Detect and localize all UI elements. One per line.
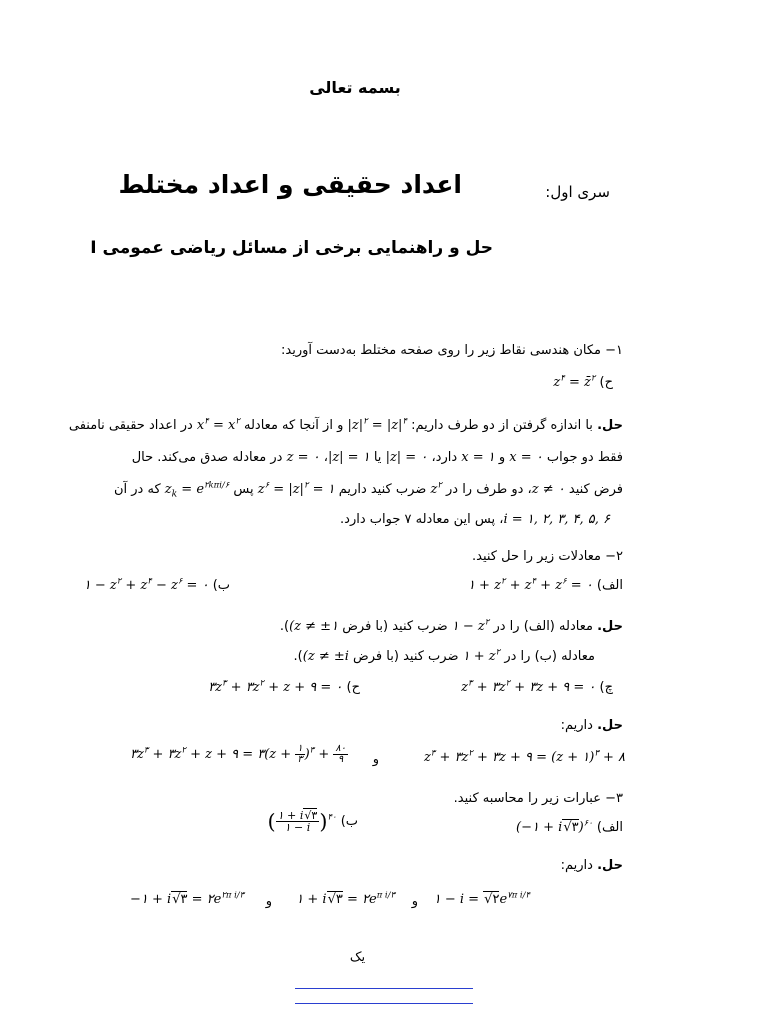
text: در معادله صدق می‌کند. حال xyxy=(131,450,283,465)
q2-label-a: الف) xyxy=(596,578,623,593)
q1-solution-line-4: i = ۱, ۲, ۳, ۴, ۵, ۶، پس این معادله ۷ جواب دارد. xyxy=(340,512,610,527)
q1-solution-label: حل. xyxy=(597,418,623,433)
q3-eq-and-2: و xyxy=(265,894,272,909)
text: یا xyxy=(373,450,382,465)
text: ضرب کنید (با فرض xyxy=(353,649,459,664)
q2-item-a: الف) ۱ + $z^۲ + z^۴ + z^۶$ = ۰ xyxy=(467,575,623,593)
page-number: یک xyxy=(349,950,366,965)
q3-solution-line xyxy=(561,856,623,876)
q3-eq-3: −۱ + i√۳ = $۲e^{۲\pi i/۳}$ xyxy=(130,889,245,907)
q2-item-ch: چ) $z^۳$ + $۳z^۲$ + ۳z + ۹ = ۰ xyxy=(461,677,613,695)
q2-item-h: ح) $۳z^۳$ + $۳z^۲ + z$ + ۹ = ۰ xyxy=(208,677,360,695)
q2-solution2-label: حل. xyxy=(597,718,623,733)
q2-solution-line-2: معادله (ب) را در ۱ + $z^۲$ ضرب کنید (با فرض (z ≠ ±i). xyxy=(293,646,595,664)
q3-eq-2: ۱ + i√۳ = $۲e^{\pi i/۳}$ xyxy=(296,889,395,907)
text: ، دو طرف را در xyxy=(446,482,532,497)
q3-label-b: ب) xyxy=(340,814,358,830)
text: معادله (ب) را در xyxy=(504,649,595,664)
q2-label-b: ب) xyxy=(212,578,230,593)
text: و از آنجا که معادله xyxy=(244,418,344,433)
footer-divider xyxy=(295,988,473,1004)
q1-solution-line-2: فقط دو جواب x = ۰ و x = ۱ دارد، |z| = ۰ یا |z| = ۱، z = ۰ در معادله صدق می‌کند. حال xyxy=(131,450,623,465)
q2-label-ch: چ) xyxy=(599,680,613,695)
q3-label-a: الف) xyxy=(596,820,623,835)
text: داریم: xyxy=(560,718,593,733)
q2-solution-line-1: حل. معادله (الف) را در ۱ − $z^۲$ ضرب کنید (با فرض (z ≠ ±۱). xyxy=(279,616,623,634)
q1-solution-line-3: فرض کنید z ≠ ۰، دو طرف را در $z^۲$ ضرب کنید داریم $z^۶ = |z|^۲$ = ۱ پس $z_k = e^{۲k\pi i/۶}$ که در آن xyxy=(113,479,623,500)
q3-solution-label: حل. xyxy=(597,858,623,873)
q2-eq-and: و xyxy=(372,752,379,767)
q2-equations xyxy=(130,743,625,776)
q3-eq-1: ۱ − $i = √۲e^{۷\pi i/۴}$ xyxy=(433,889,530,907)
q2-item-b: ب) ۱ − $z^۲ + z^۴ - z^۶$ = ۰ xyxy=(83,575,230,593)
text: ضرب کنید (با فرض xyxy=(342,619,448,634)
text: در اعداد حقیقی نامنفی xyxy=(68,418,193,433)
q1-item-label: ح) xyxy=(599,375,613,390)
basmala: بسمه تعالی xyxy=(309,78,401,97)
q1-item-h: ح) $z^۴$ = z̄$^۲$ xyxy=(553,372,613,390)
q3-prompt: ۳− عبارات زیر را محاسبه کنید. xyxy=(453,791,623,806)
q2-solution2-line xyxy=(561,716,623,736)
text: پس این معادله ۷ جواب دارد. xyxy=(340,512,496,527)
q2-label-h: ح) xyxy=(346,680,360,695)
q2-solution-label: حل. xyxy=(597,619,623,634)
q2-prompt: ۲− معادلات زیر را حل کنید. xyxy=(471,549,623,564)
q1-prompt: ۱− مکان هندسی نقاط زیر را روی صفحه مختلط به‌دست آورید: xyxy=(281,343,623,358)
text: داریم: xyxy=(560,858,593,873)
q2-eq-left: $۳z^۳$ + $۳z^۲ + z$ + ۹ = ۳(z + $\frac{۱}{۳}$ )$^۳$ + $\frac{۸۰}{۹}$ xyxy=(130,743,346,765)
text: پس xyxy=(233,482,254,497)
q3-equations xyxy=(130,890,530,914)
text: فقط دو جواب xyxy=(546,450,623,465)
q2-eq-right: $z^۳$ + $۳z^۲$ + ۳z + ۹ = (z + ۱)$^۳$ + ۸ xyxy=(423,747,625,765)
page-subtitle: حل و راهنمایی برخی از مسائل ریاضی عمومی I xyxy=(90,238,493,258)
text: که در آن xyxy=(113,482,161,497)
text: دارد، xyxy=(431,450,458,465)
q3-item-b: ب) ( $\frac{۱ + i√۳}{۱ - i}$ )$^{۴۰}$ xyxy=(267,809,358,835)
q3-eq-and-1: و xyxy=(411,894,418,909)
q1-solution-line-1: حل. با اندازه گرفتن از دو طرف داریم: $|z|^۲ = |z|^۴$ و از آنجا که معادله $x^۴ = x^۲$ در اعداد حقیقی نامنفی xyxy=(68,415,623,433)
text: فرض کنید xyxy=(568,482,623,497)
text: با اندازه گرفتن از دو طرف داریم: xyxy=(411,418,593,433)
text: معادله (الف) را در xyxy=(493,619,593,634)
page-title: اعداد حقیقی و اعداد مختلط xyxy=(118,170,462,199)
series-label: سری اول: xyxy=(545,183,610,201)
q3-item-a: الف) (−۱ + i√۳)$^{۶۰}$ xyxy=(516,817,623,835)
text: ضرب کنید داریم xyxy=(338,482,427,497)
